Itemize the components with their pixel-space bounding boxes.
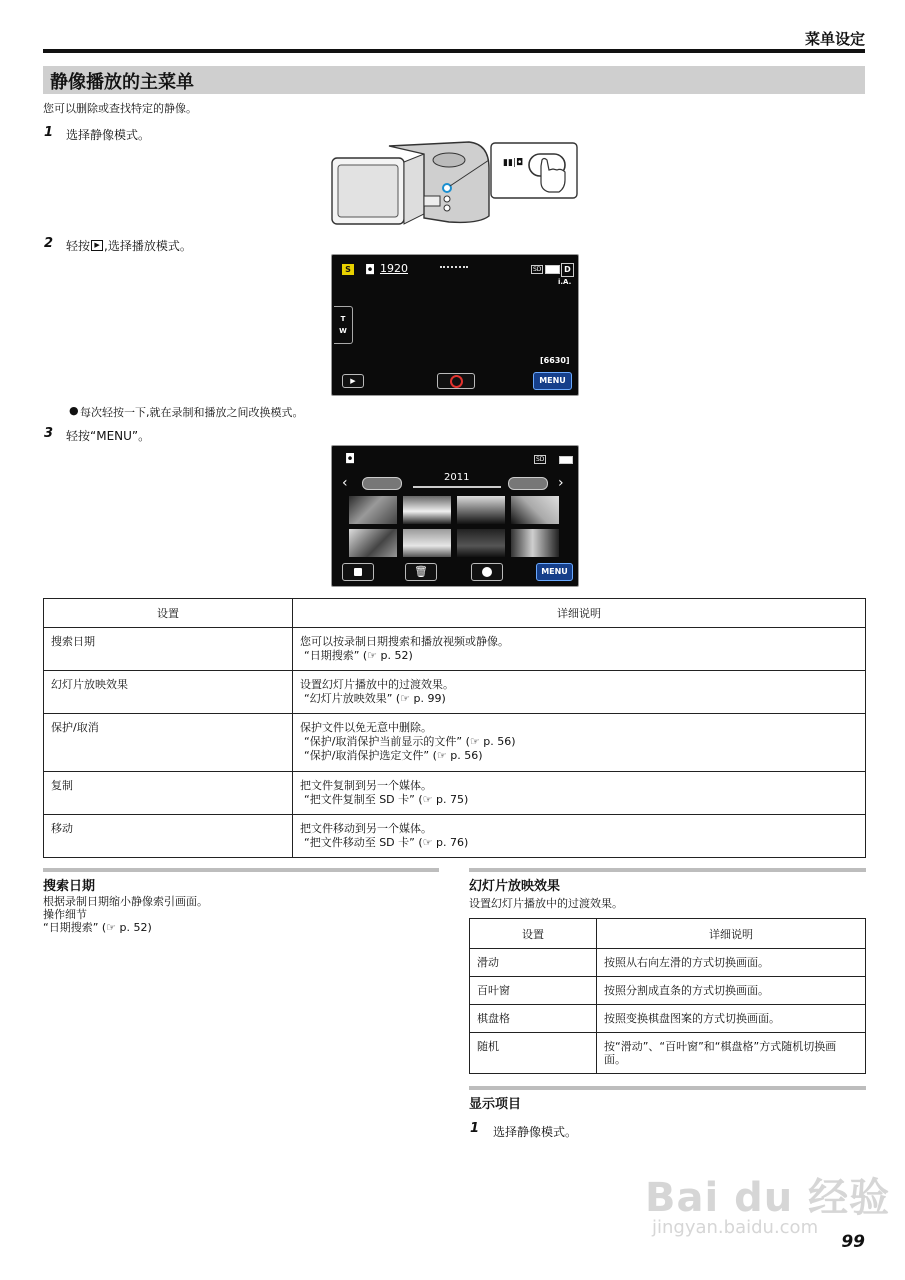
table-row: [44, 815, 866, 858]
effect-detail: 按“滑动”、“百叶窗”和“棋盘格”方式随机切换画面。: [597, 1033, 866, 1074]
search-date-desc: 根据录制日期缩小静像索引画面。: [43, 895, 208, 908]
page-reference-link[interactable]: “保护/取消保护当前显示的文件” (☞ p. 56): [304, 735, 516, 748]
table-row: [470, 949, 866, 977]
page-reference-link[interactable]: “把文件移动至 SD 卡” (☞ p. 76): [304, 836, 469, 849]
effect-detail: 按照从右向左滑的方式切换画面。: [597, 949, 866, 977]
effect-name: 百叶窗: [470, 977, 597, 1005]
previous-date-button[interactable]: [362, 477, 402, 490]
menu-button[interactable]: MENU: [533, 372, 572, 390]
thumbnail[interactable]: [403, 529, 451, 557]
effect-name: 棋盘格: [470, 1005, 597, 1033]
display-items-title: 显示项目: [469, 1097, 522, 1112]
zoom-tele-label: T: [340, 315, 346, 323]
setting-name: 保护/取消: [44, 714, 293, 772]
table-row: [470, 1033, 866, 1074]
thumbnail[interactable]: [511, 529, 559, 557]
intelligent-auto-icon: S: [342, 264, 354, 275]
battery-icon: [545, 265, 560, 274]
step-2-text-after: ,选择播放模式。: [104, 239, 192, 253]
setting-name: 搜索日期: [44, 628, 293, 671]
step-1-number: 1: [44, 125, 54, 140]
thumbnail[interactable]: [457, 496, 505, 524]
table-header-setting: 设置: [470, 919, 597, 949]
setting-detail: [293, 772, 866, 815]
effect-detail: 按照分割成直条的方式切换画面。: [597, 977, 866, 1005]
shooting-mode-label: i.A.: [558, 278, 572, 286]
trash-icon: 🗑: [414, 565, 428, 578]
setting-detail: [293, 714, 866, 772]
delete-button[interactable]: [405, 563, 437, 581]
sd-card-label: SD: [533, 266, 542, 273]
effect-name: 随机: [470, 1033, 597, 1074]
page-reference-link[interactable]: “保护/取消保护选定文件” (☞ p. 56): [304, 749, 483, 762]
zoom-wide-label: W: [339, 327, 347, 335]
watermark-url: jingyan.baidu.com: [652, 1217, 819, 1238]
section-title: 静像播放的主菜单: [50, 72, 194, 93]
record-mode-icon: [354, 568, 362, 576]
previous-arrow-icon[interactable]: ‹: [342, 475, 348, 491]
bullet-note: 每次轻按一下,就在录制和播放之间改换模式。: [80, 406, 304, 419]
slideshow-icon: [482, 567, 492, 577]
detail-line: 把文件移动到另一个媒体。: [300, 822, 432, 835]
setting-name: 移动: [44, 815, 293, 858]
playback-mode-button[interactable]: ▶: [342, 374, 364, 388]
status-indicator: [440, 266, 468, 271]
search-date-body: [43, 895, 208, 934]
bullet-dot: ●: [69, 404, 79, 417]
slideshow-desc: 设置幻灯片播放中的过渡效果。: [469, 897, 623, 910]
slideshow-effects-table: [469, 918, 866, 1074]
page-reference-link[interactable]: “幻灯片放映效果” (☞ p. 99): [304, 692, 446, 705]
camera-lcd-record-screen: [331, 254, 579, 396]
still-camera-icon: ◘: [365, 263, 376, 278]
thumbnail[interactable]: [511, 496, 559, 524]
setting-name: 复制: [44, 772, 293, 815]
search-date-title: 搜索日期: [43, 879, 96, 894]
shutter-icon: [450, 375, 463, 388]
table-row: [44, 671, 866, 714]
date-scroll-bar[interactable]: [413, 486, 501, 488]
step-3-text: 轻按“MENU”。: [66, 429, 151, 443]
page-reference-link[interactable]: “日期搜索” (☞ p. 52): [43, 921, 152, 934]
detail-line: 您可以按录制日期搜索和播放视频或静像。: [300, 635, 509, 648]
camera-illustration: [329, 138, 579, 228]
detail-line: 把文件复制到另一个媒体。: [300, 779, 432, 792]
table-row: [44, 772, 866, 815]
effect-name: 滑动: [470, 949, 597, 977]
page-reference-link[interactable]: “日期搜索” (☞ p. 52): [304, 649, 413, 662]
thumbnail[interactable]: [349, 529, 397, 557]
quality-label: D: [561, 263, 574, 277]
still-camera-icon: ◘: [345, 452, 356, 467]
sd-card-label: SD: [536, 456, 545, 463]
setting-detail: [293, 671, 866, 714]
slideshow-title: 幻灯片放映效果: [469, 879, 561, 894]
subsection-rule: [469, 868, 866, 872]
play-icon: ▶: [91, 240, 103, 251]
display-step-text: 选择静像模式。: [493, 1125, 578, 1139]
table-row: [44, 714, 866, 772]
display-step-number: 1: [470, 1121, 480, 1136]
zoom-control[interactable]: [334, 306, 353, 344]
next-date-button[interactable]: [508, 477, 548, 490]
step-2-number: 2: [44, 236, 54, 251]
detail-line: 设置幻灯片播放中的过渡效果。: [300, 678, 454, 691]
resolution-label: 1920: [380, 262, 408, 275]
main-menu-settings-table: [43, 598, 866, 858]
subsection-rule: [469, 1086, 866, 1090]
svg-text:▮▮|◘: ▮▮|◘: [503, 158, 524, 168]
detail-line: 保护文件以免无意中删除。: [300, 721, 432, 734]
step-2-text-before: 轻按: [66, 239, 91, 253]
table-row: [470, 1005, 866, 1033]
subsection-rule: [43, 868, 439, 872]
battery-icon: [559, 456, 573, 464]
page-header-title: 菜单设定: [804, 30, 865, 48]
table-header-setting: 设置: [44, 599, 293, 628]
camera-lcd-index-screen: [331, 445, 579, 587]
slideshow-button[interactable]: [471, 563, 503, 581]
thumbnail[interactable]: [349, 496, 397, 524]
search-date-details-label: 操作细节: [43, 908, 87, 921]
step-1-text: 选择静像模式。: [66, 128, 151, 142]
header-rule: [43, 49, 865, 53]
thumbnail[interactable]: [403, 496, 451, 524]
shutter-button[interactable]: [437, 373, 475, 389]
setting-detail: [293, 815, 866, 858]
table-row: [470, 977, 866, 1005]
table-header-detail: 详细说明: [597, 919, 866, 949]
table-row: [44, 628, 866, 671]
setting-name: 幻灯片放映效果: [44, 671, 293, 714]
page-reference-link[interactable]: “把文件复制至 SD 卡” (☞ p. 75): [304, 793, 469, 806]
setting-detail: [293, 628, 866, 671]
step-3-number: 3: [44, 426, 54, 441]
thumbnail[interactable]: [457, 529, 505, 557]
index-year-label: 2011: [444, 472, 470, 483]
baidu-watermark-logo: Bai du 经验: [645, 1175, 891, 1221]
mode-switch-button[interactable]: [342, 563, 374, 581]
menu-button[interactable]: MENU: [536, 563, 573, 581]
section-intro: 您可以删除或查找特定的静像。: [43, 102, 197, 115]
remaining-shots-count: [6630]: [540, 356, 570, 365]
effect-detail: 按照变换棋盘图案的方式切换画面。: [597, 1005, 866, 1033]
page-number: 99: [841, 1232, 865, 1252]
table-header-detail: 详细说明: [293, 599, 866, 628]
next-arrow-icon[interactable]: ›: [558, 475, 564, 491]
